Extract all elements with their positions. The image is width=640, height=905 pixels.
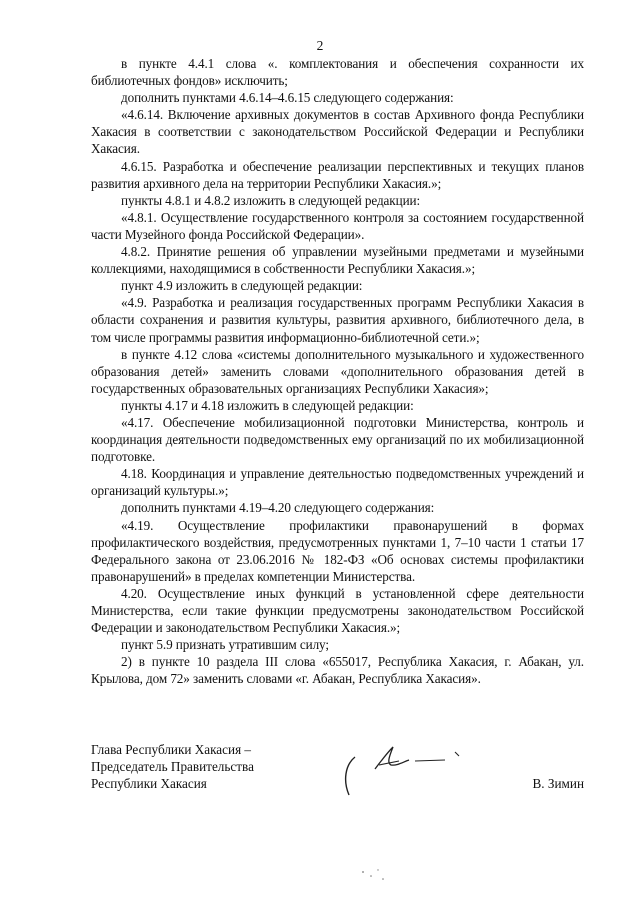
- paragraph: пункты 4.17 и 4.18 изложить в следующей редакции:: [121, 397, 414, 413]
- page-number: 2: [316, 38, 324, 53]
- paragraph: в пункте 4.4.1 слова «. комплектования и обеспечения сохранности их библиотечных фондов» исключить;: [91, 56, 584, 89]
- paragraph: «4.9. Разработка и реализация государственных программ Республики Хакасия в области сохранения и развития культуры, развития архивного, библиотечного дела, в том числе программы развития информационно-библиотечной сети.»;: [91, 295, 584, 345]
- scan-artifact-marks: [360, 866, 390, 884]
- paragraph: 4.18. Координация и управление деятельностью подведомственных учреждений и организаций культуры.»;: [91, 466, 584, 499]
- paragraph: «4.19. Осуществление профилактики правонарушений в формах профилактического воздействия, предусмотренных пунктами 1, 7–10 части 1 статьи 17 Федерального закона от 23.06.2016 № 182-ФЗ «Об основах системы профилактики правонарушений» в пределах компетенции Министерства.: [91, 517, 584, 584]
- paragraph: «4.6.14. Включение архивных документов в состав Архивного фонда Республики Хакасия в соответствии с законодательством Российской Федерации и Республики Хакасия.: [91, 107, 584, 157]
- paragraph: 4.8.2. Принятие решения об управлении музейными предметами и музейными коллекциями, находящимися в собственности Республики Хакасия.»;: [91, 244, 584, 277]
- signature-block: [91, 741, 584, 811]
- paragraph: пункт 4.9 изложить в следующей редакции:: [121, 278, 363, 294]
- paragraph: дополнить пунктами 4.6.14–4.6.15 следующего содержания:: [121, 90, 454, 106]
- paragraph: пункты 4.8.1 и 4.8.2 изложить в следующей редакции:: [121, 192, 421, 208]
- document-body: [91, 55, 584, 687]
- paragraph: дополнить пунктами 4.19–4.20 следующего содержания:: [121, 500, 435, 516]
- paragraph: 2) в пункте 10 раздела III слова «655017, Республика Хакасия, г. Абакан, ул. Крылова, дом 72» заменить словами «г. Абакан, Республика Хакасия».: [91, 654, 584, 687]
- signatory-name: В. Зимин: [532, 776, 584, 791]
- paragraph: «4.8.1. Осуществление государственного контроля за состоянием государственной части Музейного фонда Российской Федерации».: [91, 209, 584, 242]
- paragraph: «4.17. Обеспечение мобилизационной подготовки Министерства, контроль и координация деятельности подведомственных ему организаций по их мобилизационной подготовке.: [91, 414, 584, 465]
- signatory-title-line: Глава Республики Хакасия –: [91, 742, 252, 757]
- signatory-title-line: Республики Хакасия: [91, 776, 207, 792]
- paragraph: 4.6.15. Разработка и обеспечение реализации перспективных и текущих планов развития архивного дела на территории Республики Хакасия.»;: [91, 158, 584, 191]
- signatory-title-line: Председатель Правительства: [91, 759, 254, 775]
- paragraph: в пункте 4.12 слова «системы дополнительного музыкального и художественного образования детей» заменить словами «дополнительного образования детей в государственных образовательных организациях Республики Хакасия»;: [91, 346, 584, 396]
- signatory-title: [91, 741, 254, 793]
- paragraph: 4.20. Осуществление иных функций в установленной сфере деятельности Министерства, если такие функции предусмотрены законодательством Российской Федерации и законодательством Республики Хакасия.»;: [91, 585, 584, 636]
- handwritten-signature: [341, 735, 471, 805]
- paragraph: пункт 5.9 признать утратившим силу;: [121, 637, 329, 653]
